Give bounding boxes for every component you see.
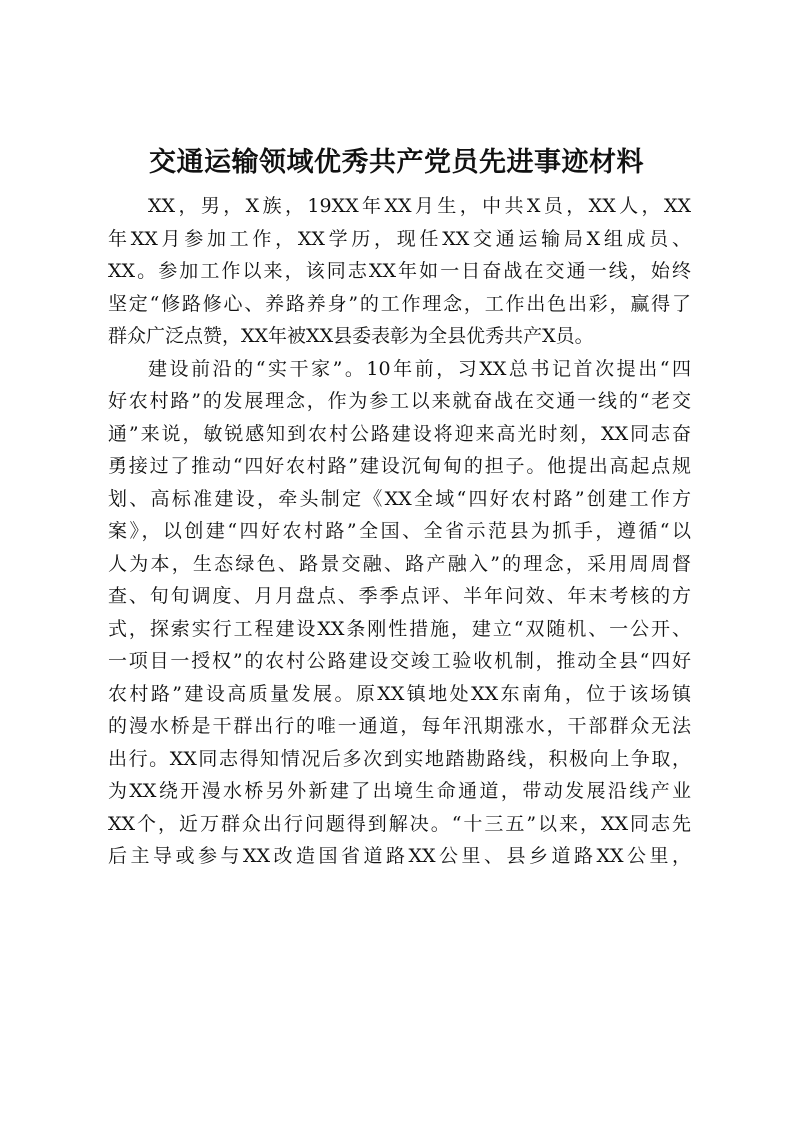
paragraph-2-line-5: 划、高标准建设，牵头制定《XX全域“四好农村路”创建工作方 xyxy=(108,487,691,510)
paragraph-2-line-16: 后主导或参与XX改造国省道路XX公里、县乡道路XX公里， xyxy=(108,845,691,867)
paragraph-2-line-12: 的漫水桥是干群出行的唯一通道，每年汛期涨水，干部群众无法 xyxy=(108,715,691,737)
paragraph-2-line-10: 一项目一授权”的农村公路建设交竣工验收机制，推动全县“四好 xyxy=(108,650,691,672)
paragraph-2-line-2: 好农村路”的发展理念，作为参工以来就奋战在交通一线的“老交 xyxy=(108,390,691,412)
paragraph-1-line-5: 群众广泛点赞，XX年被XX县委表彰为全县优秀共产X员。 xyxy=(108,325,594,347)
paragraph-2-line-15: XX个，近万群众出行问题得到解决。“十三五”以来，XX同志先 xyxy=(108,812,691,835)
paragraph-2-line-8: 查、旬旬调度、月月盘点、季季点评、半年问效、年末考核的方 xyxy=(108,585,691,607)
paragraph-2-line-7: 人为本，生态绿色、路景交融、路产融入”的理念，采用周周督 xyxy=(108,552,691,575)
paragraph-1-line-2: 年XX月参加工作，XX学历，现任XX交通运输局X组成员、 xyxy=(108,227,691,250)
document-title: 交通运输领域优秀共产党员先进事迹材料 xyxy=(149,147,644,178)
paragraph-2-line-6: 案》，以创建“四好农村路”全国、全省示范县为抓手，遵循“以 xyxy=(108,520,691,542)
paragraph-1-line-4: 坚定“修路修心、养路养身”的工作理念，工作出色出彩，赢得了 xyxy=(108,292,691,315)
document-body xyxy=(108,190,691,873)
paragraph-2-line-13: 出行。XX同志得知情况后多次到实地踏勘路线，积极向上争取， xyxy=(108,747,691,770)
paragraph-1-line-1: XX，男，X族，19XX年XX月生，中共X员，XX人，XX xyxy=(148,195,691,217)
paragraph-2-line-4: 勇接过了推动“四好农村路”建设沉甸甸的担子。他提出高起点规 xyxy=(108,455,691,477)
paragraph-2-line-3: 通”来说，敏锐感知到农村公路建设将迎来高光时刻，XX同志奋 xyxy=(108,422,691,445)
paragraph-1-line-3: XX。参加工作以来，该同志XX年如一日奋战在交通一线，始终 xyxy=(108,260,691,282)
paragraph-2-line-1: 建设前沿的“实干家”。10年前，习XX总书记首次提出“四 xyxy=(148,357,691,380)
paragraph-2-line-9: 式，探索实行工程建设XX条刚性措施，建立“双随机、一公开、 xyxy=(108,617,691,640)
paragraph-2-line-14: 为XX绕开漫水桥另外新建了出境生命通道，带动发展沿线产业 xyxy=(108,780,691,802)
paragraph-2-line-11: 农村路”建设高质量发展。原XX镇地处XX东南角，位于该场镇 xyxy=(108,682,691,705)
